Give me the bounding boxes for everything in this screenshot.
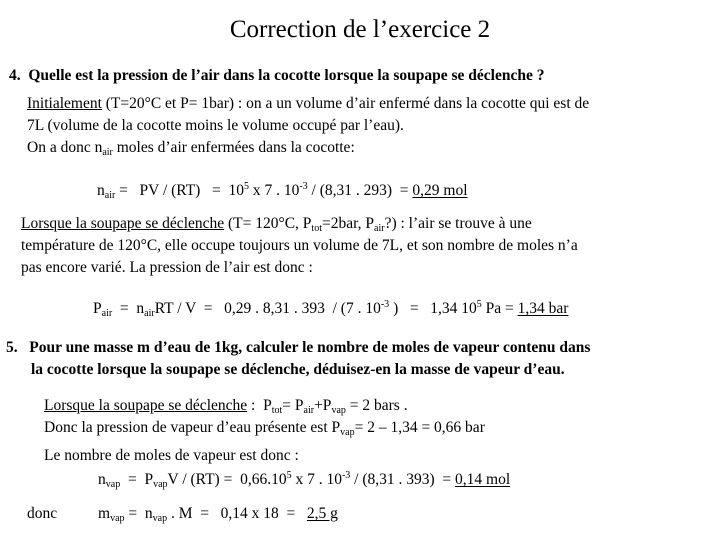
symbol: P bbox=[93, 300, 102, 317]
text: ) = 1,34 10 bbox=[389, 300, 477, 317]
symbol: n bbox=[97, 182, 105, 199]
subscript: vap bbox=[152, 513, 168, 524]
question-4-text: Quelle est la pression de l’air dans la cocotte lorsque la soupape se déclenche ? bbox=[28, 67, 545, 84]
subscript: vap bbox=[105, 479, 121, 490]
subscript: vap bbox=[110, 513, 125, 524]
q4-moles-line bbox=[27, 140, 355, 156]
q5-lorsque-line bbox=[44, 398, 408, 414]
q4-volume-line: 7L (volume de la cocotte moins le volume occupé par l’eau). bbox=[27, 117, 404, 134]
initialement-label: Initialement bbox=[27, 95, 102, 112]
text: =2bar, P bbox=[321, 215, 375, 232]
text: = n bbox=[112, 300, 145, 317]
question-5 bbox=[6, 340, 590, 356]
q5-nombre-line: Le nombre de moles de vapeur est donc : bbox=[44, 447, 299, 464]
symbol: m bbox=[98, 505, 111, 522]
question-4-number: 4. bbox=[9, 67, 21, 84]
initialement-text: (T=20°C et P= 1bar) : on a un volume d’air enfermé dans la cocotte qui est de bbox=[101, 95, 590, 112]
subscript: vap bbox=[340, 427, 355, 438]
text: RT / V = 0,29 . 8,31 . 393 / (7 . 10 bbox=[154, 300, 381, 317]
text: = n bbox=[124, 505, 153, 522]
text: = P bbox=[120, 471, 154, 488]
subscript: vap bbox=[153, 479, 168, 490]
text: = 2 bars . bbox=[345, 397, 408, 414]
text: V / (RT) = 0,66.10 bbox=[167, 471, 287, 488]
question-5-text-line2: la cocotte lorsque la soupape se déclenche, déduisez-en la masse de vapeur d’eau. bbox=[31, 361, 565, 378]
exponent: 5 bbox=[286, 470, 292, 481]
formula-n-vap bbox=[98, 472, 510, 488]
subscript: air bbox=[102, 147, 113, 158]
lorsque-label: Lorsque la soupape se déclenche bbox=[44, 397, 248, 414]
text: x 7 . 10 bbox=[248, 182, 300, 199]
text: = P bbox=[282, 397, 304, 414]
text: (T= 120°C, P bbox=[224, 215, 312, 232]
q4-initial-line bbox=[27, 96, 589, 112]
formula-n-air bbox=[97, 183, 468, 199]
subscript: tot bbox=[311, 223, 322, 234]
formula-p-air bbox=[93, 301, 568, 317]
result-n-vap: 0,14 mol bbox=[455, 471, 511, 488]
text: x 7 . 10 bbox=[291, 471, 342, 488]
subscript: air bbox=[144, 308, 155, 319]
exponent: -3 bbox=[299, 181, 308, 192]
text: moles d’air enfermées dans la cocotte: bbox=[112, 139, 355, 156]
subscript: air bbox=[303, 405, 315, 416]
exponent: 5 bbox=[243, 181, 249, 192]
exponent: -3 bbox=[380, 299, 390, 310]
question-5-text-line1: Pour une masse m d’eau de 1kg, calculer le nombre de moles de vapeur contenu dans bbox=[29, 339, 591, 356]
q4-temperature-line: température de 120°C, elle occupe toujours un volume de 7L, et son nombre de moles n’a bbox=[21, 237, 578, 254]
q4-lorsque-line bbox=[21, 216, 532, 232]
text: . M = 0,14 x 18 = bbox=[167, 505, 307, 522]
text: : P bbox=[247, 397, 272, 414]
subscript: air bbox=[104, 190, 116, 201]
text: Donc la pression de vapeur d’eau présente est P bbox=[44, 419, 341, 436]
text: / (8,31 . 393) = bbox=[350, 471, 456, 488]
page-title: Correction de l’exercice 2 bbox=[229, 16, 491, 43]
text: ?) : l’air se trouve à une bbox=[384, 215, 532, 232]
result-p-air: 1,34 bar bbox=[517, 300, 569, 317]
text: Pa = bbox=[481, 300, 518, 317]
lorsque-label: Lorsque la soupape se déclenche bbox=[21, 215, 225, 232]
question-4 bbox=[9, 68, 544, 84]
text: = 2 – 1,34 = 0,66 bar bbox=[354, 419, 485, 436]
donc-label: donc bbox=[27, 505, 58, 522]
q5-donc-line bbox=[44, 420, 485, 436]
subscript: air bbox=[374, 223, 385, 234]
symbol: n bbox=[98, 471, 106, 488]
question-5-number: 5. bbox=[6, 339, 18, 356]
text: +P bbox=[314, 397, 332, 414]
formula-m-vap bbox=[98, 506, 338, 522]
text: / (8,31 . 293) = bbox=[307, 182, 413, 199]
result-m-vap: 2,5 g bbox=[306, 505, 338, 522]
result-n-air: 0,29 mol bbox=[412, 182, 468, 199]
subscript: air bbox=[101, 308, 113, 319]
subscript: tot bbox=[271, 405, 283, 416]
subscript: vap bbox=[331, 405, 346, 416]
exponent: 5 bbox=[476, 299, 482, 310]
exponent: -3 bbox=[341, 470, 351, 481]
text: On a donc n bbox=[27, 139, 103, 156]
q4-pression-line: pas encore varié. La pression de l’air est donc : bbox=[21, 259, 313, 276]
text: = PV / (RT) = 10 bbox=[115, 182, 244, 199]
